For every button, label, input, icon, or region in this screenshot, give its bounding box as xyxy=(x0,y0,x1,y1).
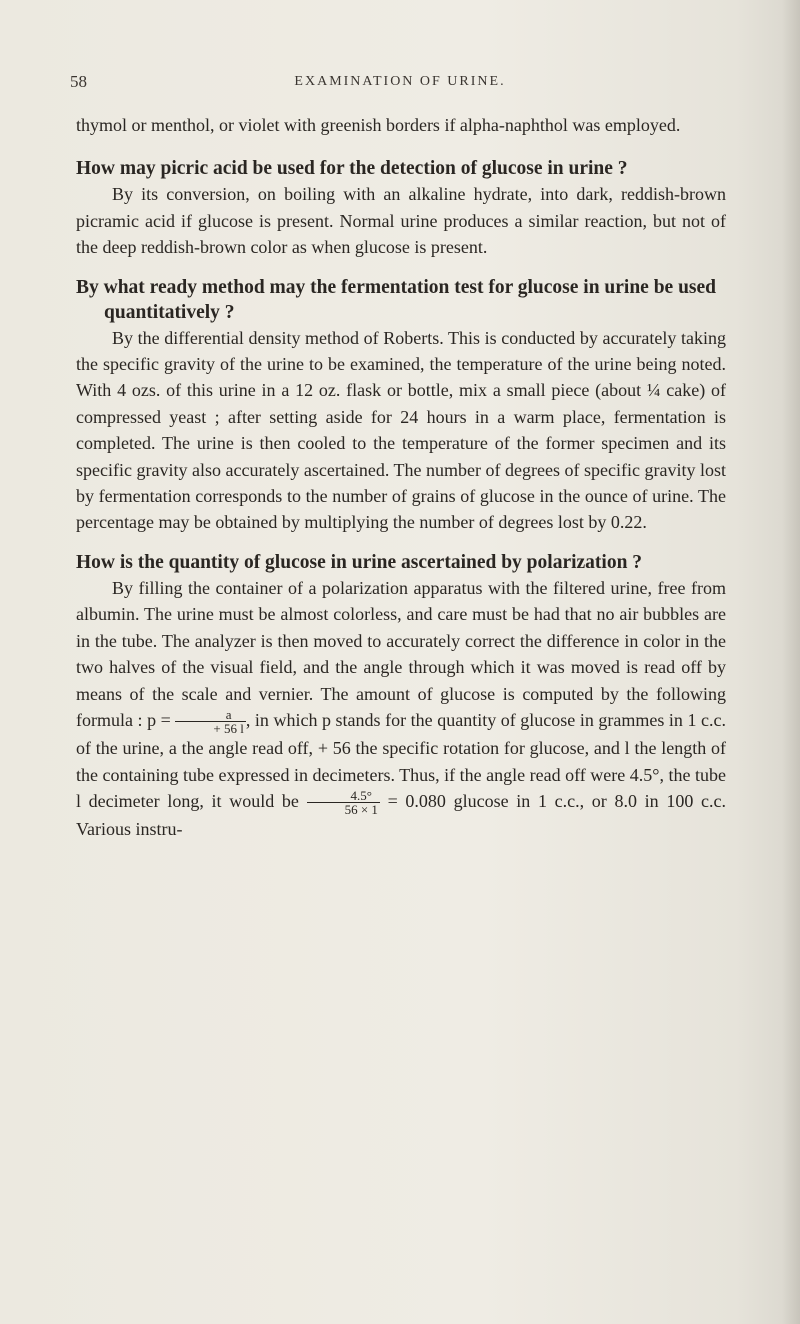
page-header xyxy=(70,70,730,100)
formula-p-denominator: + 56 l xyxy=(213,721,244,737)
answer-polarization xyxy=(76,575,726,843)
answer-polarization-part3: = 0.080 glucose in 1 c.c., or 8.0 in 100 c.c. Various instru- xyxy=(76,791,727,840)
formula-example-fraction xyxy=(307,789,380,816)
formula-p-lhs: p = xyxy=(147,709,171,730)
question-fermentation-test: By what ready method may the fermentation test for glucose in urine be used quantitatively ? xyxy=(76,276,717,323)
formula-example-denominator: 56 × 1 xyxy=(344,802,378,818)
paragraph-continuation: thymol or menthol, or violet with greenish borders if alpha-naphthol was employed. xyxy=(76,115,681,135)
answer-polarization-part2: , in which p stands for the quantity of glucose in grammes in 1 c.c. of the urine, a the angle read off, + 56 the specific rotation for glucose, and l the length of the containing tube expressed in decimeters. Thus, if the angle read off were 4.5°, the tube l decimeter long, it would be xyxy=(76,709,727,812)
answer-fermentation-test: By the differential density method of Roberts. This is conducted by accurately taking the specific gravity of the urine to be examined, the temperature of the urine being noted. With 4 ozs. of this urine in a 12 oz. flask or bottle, mix a small piece (about ¼ cake) of compressed yeast ; after setting aside for 24 hours in a warm place, fermentation is completed. The urine is then cooled to the temperature of the former specimen and its specific gravity also accurately ascertained. The number of degrees of specific gravity lost by fermentation corresponds to the number of grains of glucose in the ounce of urine. The percentage may be obtained by multiplying the number of degrees lost by 0.22. xyxy=(76,327,726,533)
formula-p xyxy=(147,707,246,737)
page-edge-shadow xyxy=(782,0,800,1324)
question-picric-acid: How may picric acid be used for the detection of glucose in urine ? xyxy=(76,158,628,180)
answer-picric-acid: By its conversion, on boiling with an alkaline hydrate, into dark, reddish-brown picramic acid if glucose is present. Normal urine produces a similar reaction, but not of the deep reddish-brown color as when glucose is present. xyxy=(76,184,726,258)
running-head: EXAMINATION OF URINE. xyxy=(294,74,506,89)
answer-polarization-part1: By filling the container of a polarization apparatus with the filtered urine, free from albumin. The urine must be almost colorless, and care must be had that no air bubbles are in the tube. The analyzer is then moved to accurately correct the difference in color in the two halves of the visual field, and the angle through which it was moved is read off by means of the scale and vernier. The amount of glucose is computed by the following formula : xyxy=(76,577,726,730)
formula-p-fraction xyxy=(175,708,245,735)
page-body xyxy=(76,112,726,843)
formula-p-numerator: a xyxy=(175,708,245,722)
question-polarization: How is the quantity of glucose in urine ascertained by polarization ? xyxy=(76,551,643,573)
formula-example-numerator: 4.5° xyxy=(307,789,380,803)
page-number: 58 xyxy=(70,72,87,91)
